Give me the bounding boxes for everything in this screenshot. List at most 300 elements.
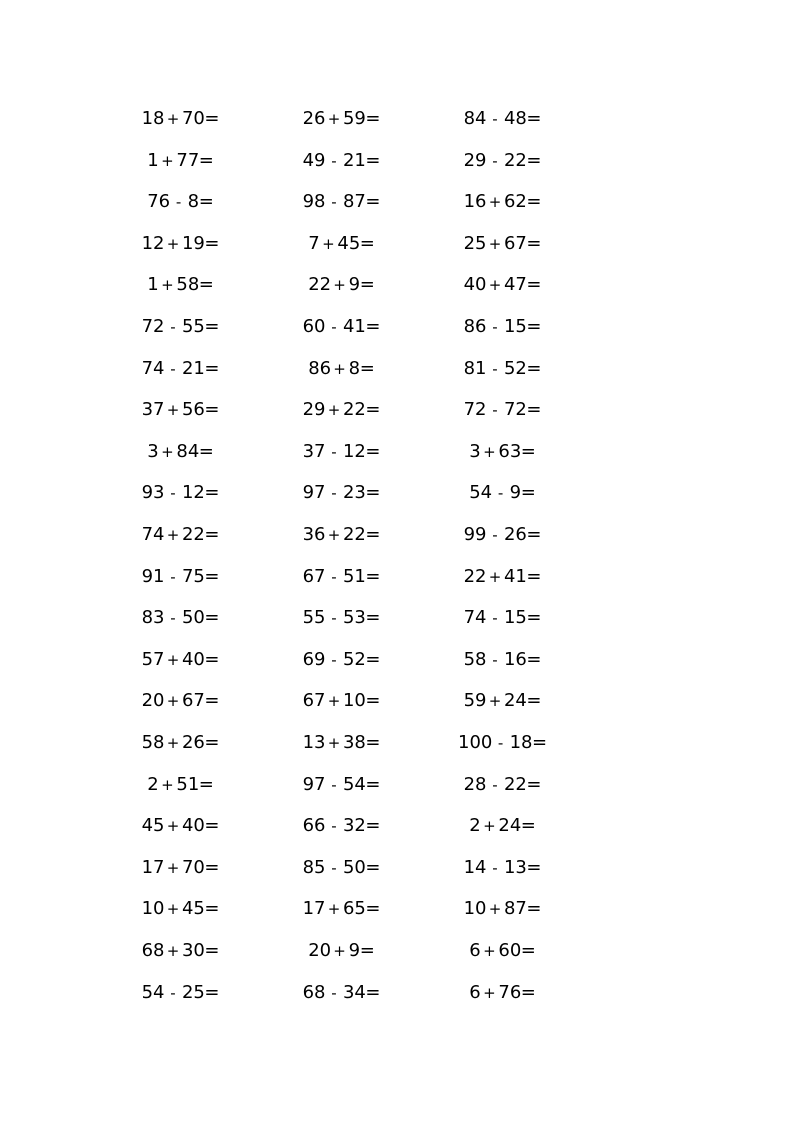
operator-sign: + xyxy=(161,276,174,295)
equals-sign: = xyxy=(204,940,220,961)
operand-right: 59 xyxy=(342,108,366,129)
math-problem xyxy=(464,357,541,381)
operator-sign: + xyxy=(166,942,180,960)
equals-sign: = xyxy=(526,773,542,795)
equals-sign: = xyxy=(365,149,381,171)
math-problem xyxy=(308,357,374,381)
operand-left: 85 xyxy=(302,856,326,878)
operand-right: 8 xyxy=(187,191,200,213)
operand-right: 30 xyxy=(181,940,205,961)
math-problem xyxy=(303,190,380,214)
operator-sign: - xyxy=(331,151,337,170)
operand-right: 45 xyxy=(337,232,361,254)
equals-sign: = xyxy=(365,773,381,795)
operand-right: 15 xyxy=(503,607,527,629)
operator-sign: - xyxy=(492,858,498,877)
equals-sign: = xyxy=(198,773,214,795)
math-problem xyxy=(303,814,380,838)
operand-right: 54 xyxy=(342,773,366,795)
operand-left: 7 xyxy=(308,232,320,254)
operand-right: 8 xyxy=(348,357,361,379)
operand-right: 67 xyxy=(181,690,205,712)
operand-right: 12 xyxy=(342,440,366,462)
math-problem xyxy=(464,315,541,339)
operand-left: 29 xyxy=(302,399,326,421)
operand-left: 74 xyxy=(463,607,487,629)
equals-sign: = xyxy=(365,399,381,421)
equals-sign: = xyxy=(526,232,542,254)
operand-right: 56 xyxy=(181,399,205,421)
equals-sign: = xyxy=(365,316,381,337)
operand-right: 41 xyxy=(503,565,527,587)
equals-sign: = xyxy=(526,690,542,712)
operand-left: 91 xyxy=(141,565,165,587)
operator-sign: - xyxy=(492,151,498,170)
equals-sign: = xyxy=(204,690,220,712)
math-problem xyxy=(303,481,380,505)
operator-sign: - xyxy=(492,110,498,128)
operand-left: 17 xyxy=(302,898,326,920)
operand-left: 2 xyxy=(469,815,481,837)
math-problem xyxy=(464,149,541,173)
operand-right: 67 xyxy=(503,232,527,254)
operand-right: 18 xyxy=(509,732,533,753)
math-problem xyxy=(464,773,541,797)
operator-sign: - xyxy=(331,775,337,794)
equals-sign: = xyxy=(526,191,542,213)
equals-sign: = xyxy=(359,232,375,254)
math-problem xyxy=(464,273,541,297)
operand-right: 26 xyxy=(181,732,205,753)
operator-sign: + xyxy=(166,234,180,253)
operator-sign: + xyxy=(488,692,502,711)
operand-left: 86 xyxy=(308,357,332,379)
operand-left: 20 xyxy=(308,940,332,961)
operand-left: 97 xyxy=(302,773,326,795)
equals-sign: = xyxy=(198,191,214,213)
operand-right: 9 xyxy=(348,274,361,296)
operand-left: 3 xyxy=(469,440,481,462)
equals-sign: = xyxy=(520,940,536,961)
math-problem xyxy=(303,107,380,131)
equals-sign: = xyxy=(526,856,542,878)
operand-right: 12 xyxy=(181,482,205,504)
math-problem xyxy=(142,731,219,755)
math-problem xyxy=(303,440,380,464)
operand-right: 87 xyxy=(503,898,527,920)
operand-right: 45 xyxy=(181,898,205,920)
operand-left: 55 xyxy=(302,607,326,629)
operator-sign: - xyxy=(492,318,498,336)
math-problem xyxy=(147,149,213,173)
operand-left: 60 xyxy=(302,316,326,337)
math-problem xyxy=(147,440,213,464)
operand-left: 76 xyxy=(147,191,171,213)
math-problem xyxy=(303,731,380,755)
operand-left: 49 xyxy=(302,149,326,171)
equals-sign: = xyxy=(198,149,214,171)
equals-sign: = xyxy=(365,440,381,462)
operand-right: 22 xyxy=(342,524,366,545)
math-problem xyxy=(308,232,374,256)
operand-left: 13 xyxy=(302,732,326,753)
equals-sign: = xyxy=(204,232,220,254)
math-problem xyxy=(464,107,541,131)
math-problem xyxy=(303,315,380,339)
operator-sign: - xyxy=(170,983,176,1002)
operand-right: 41 xyxy=(342,316,366,337)
equals-sign: = xyxy=(365,565,381,587)
operator-sign: + xyxy=(161,151,174,170)
math-problem xyxy=(469,981,535,1005)
operator-sign: - xyxy=(492,775,498,794)
equals-sign: = xyxy=(526,648,542,670)
math-problem xyxy=(142,107,219,131)
math-problem xyxy=(142,606,219,630)
operator-sign: - xyxy=(497,484,504,503)
math-problem xyxy=(142,565,219,589)
operator-sign: + xyxy=(166,692,180,711)
operand-left: 81 xyxy=(463,357,487,379)
operand-right: 9 xyxy=(348,940,361,961)
equals-sign: = xyxy=(526,316,542,337)
operator-sign: + xyxy=(488,567,502,586)
operand-right: 23 xyxy=(342,482,366,504)
operator-sign: + xyxy=(483,942,496,960)
equals-sign: = xyxy=(365,690,381,712)
equals-sign: = xyxy=(365,648,381,670)
operand-right: 47 xyxy=(503,274,527,296)
operator-sign: - xyxy=(331,193,337,212)
math-problem xyxy=(308,273,374,297)
operand-left: 68 xyxy=(302,981,326,1003)
operand-right: 22 xyxy=(503,149,527,171)
math-problem xyxy=(464,689,541,713)
operand-left: 40 xyxy=(463,274,487,296)
operand-left: 45 xyxy=(141,815,165,837)
operator-sign: - xyxy=(492,359,498,378)
operand-left: 18 xyxy=(141,108,165,129)
math-problem xyxy=(303,981,380,1005)
equals-sign: = xyxy=(198,274,214,296)
operand-right: 50 xyxy=(342,856,366,878)
operator-sign: + xyxy=(327,110,341,128)
operand-left: 3 xyxy=(147,440,159,462)
math-problem xyxy=(142,648,219,672)
operator-sign: + xyxy=(333,359,346,378)
operand-left: 17 xyxy=(141,856,165,878)
equals-sign: = xyxy=(204,399,220,421)
operator-sign: + xyxy=(483,817,496,836)
operand-right: 32 xyxy=(342,815,366,837)
operator-sign: + xyxy=(483,983,496,1002)
operand-left: 58 xyxy=(141,732,165,753)
operator-sign: - xyxy=(497,734,504,752)
operand-right: 62 xyxy=(503,191,527,213)
math-problem xyxy=(147,190,213,214)
equals-sign: = xyxy=(204,732,220,753)
operator-sign: - xyxy=(170,484,176,503)
operand-right: 34 xyxy=(342,981,366,1003)
operand-left: 1 xyxy=(147,149,159,171)
operand-left: 83 xyxy=(141,607,165,629)
operand-right: 51 xyxy=(176,773,200,795)
equals-sign: = xyxy=(359,357,375,379)
operand-left: 6 xyxy=(469,940,481,961)
operator-sign: - xyxy=(331,858,337,877)
operand-left: 86 xyxy=(463,316,487,337)
math-problem xyxy=(142,814,219,838)
operator-sign: - xyxy=(492,650,498,669)
math-problem xyxy=(142,939,219,963)
operator-sign: + xyxy=(166,650,180,669)
operator-sign: - xyxy=(331,609,337,628)
operator-sign: - xyxy=(492,401,498,420)
operand-right: 15 xyxy=(503,316,527,337)
operator-sign: - xyxy=(331,567,337,586)
operator-sign: + xyxy=(166,900,180,919)
math-problem xyxy=(303,149,380,173)
operand-left: 1 xyxy=(147,274,159,296)
operand-left: 67 xyxy=(302,565,326,587)
operand-right: 58 xyxy=(176,274,200,296)
equals-sign: = xyxy=(365,607,381,629)
operand-right: 63 xyxy=(498,440,522,462)
operand-left: 12 xyxy=(141,232,165,254)
operator-sign: + xyxy=(483,442,496,461)
equals-sign: = xyxy=(204,482,220,504)
equals-sign: = xyxy=(359,274,375,296)
operand-right: 72 xyxy=(503,399,527,421)
math-problem xyxy=(142,856,219,880)
operand-right: 24 xyxy=(503,690,527,712)
operator-sign: + xyxy=(166,817,180,836)
operator-sign: + xyxy=(488,193,502,212)
math-problem xyxy=(303,398,380,422)
operand-left: 84 xyxy=(463,108,487,129)
operand-right: 65 xyxy=(342,898,366,920)
operand-left: 59 xyxy=(463,690,487,712)
equals-sign: = xyxy=(520,981,536,1003)
operand-right: 16 xyxy=(503,648,527,670)
equals-sign: = xyxy=(204,316,220,337)
equals-sign: = xyxy=(365,524,381,545)
equals-sign: = xyxy=(365,482,381,504)
operand-right: 9 xyxy=(509,482,522,504)
math-problem xyxy=(147,273,213,297)
operator-sign: + xyxy=(166,526,180,544)
operator-sign: + xyxy=(333,942,346,960)
math-problem xyxy=(303,565,380,589)
equals-sign: = xyxy=(526,524,542,545)
equals-sign: = xyxy=(204,648,220,670)
math-problem xyxy=(142,481,219,505)
equals-sign: = xyxy=(365,732,381,753)
math-problem xyxy=(142,689,219,713)
operand-right: 75 xyxy=(181,565,205,587)
operand-left: 14 xyxy=(463,856,487,878)
math-problem xyxy=(303,773,380,797)
equals-sign: = xyxy=(204,898,220,920)
operand-right: 70 xyxy=(181,856,205,878)
operand-left: 16 xyxy=(463,191,487,213)
math-problem xyxy=(464,232,541,256)
equals-sign: = xyxy=(365,815,381,837)
operand-right: 40 xyxy=(181,648,205,670)
math-problem xyxy=(303,897,380,921)
operator-sign: + xyxy=(488,900,502,919)
operand-right: 25 xyxy=(181,981,205,1003)
operator-sign: + xyxy=(166,110,180,128)
operator-sign: + xyxy=(166,734,180,752)
operand-right: 21 xyxy=(181,357,205,379)
operand-left: 54 xyxy=(469,482,493,504)
math-problem xyxy=(142,897,219,921)
operator-sign: + xyxy=(327,401,341,420)
operator-sign: + xyxy=(327,692,341,711)
equals-sign: = xyxy=(365,856,381,878)
operand-right: 10 xyxy=(342,690,366,712)
math-problem xyxy=(142,981,219,1005)
equals-sign: = xyxy=(204,524,220,545)
math-problem xyxy=(464,897,541,921)
operand-right: 55 xyxy=(181,316,205,337)
operator-sign: + xyxy=(161,442,174,461)
operand-left: 69 xyxy=(302,648,326,670)
operator-sign: - xyxy=(331,442,337,461)
math-problem xyxy=(469,939,535,963)
operator-sign: + xyxy=(333,276,346,295)
operand-left: 74 xyxy=(141,357,165,379)
operator-sign: - xyxy=(175,193,182,212)
equals-sign: = xyxy=(204,815,220,837)
operator-sign: + xyxy=(327,734,341,752)
math-problem xyxy=(303,606,380,630)
operand-right: 22 xyxy=(181,524,205,545)
equals-sign: = xyxy=(198,440,214,462)
equals-sign: = xyxy=(359,940,375,961)
operand-right: 52 xyxy=(342,648,366,670)
equals-sign: = xyxy=(520,482,536,504)
math-problem xyxy=(303,523,380,547)
operand-left: 100 xyxy=(458,732,493,753)
operand-left: 10 xyxy=(463,898,487,920)
operator-sign: - xyxy=(170,359,176,378)
operand-left: 6 xyxy=(469,981,481,1003)
operand-left: 36 xyxy=(302,524,326,545)
operand-left: 10 xyxy=(141,898,165,920)
operand-left: 98 xyxy=(302,191,326,213)
operand-left: 22 xyxy=(463,565,487,587)
equals-sign: = xyxy=(526,274,542,296)
operand-right: 13 xyxy=(503,856,527,878)
equals-sign: = xyxy=(365,191,381,213)
math-problem xyxy=(464,565,541,589)
math-problem xyxy=(308,939,374,963)
operand-left: 66 xyxy=(302,815,326,837)
operand-left: 25 xyxy=(463,232,487,254)
operand-right: 60 xyxy=(498,940,522,961)
operand-left: 2 xyxy=(147,773,159,795)
math-problem xyxy=(464,648,541,672)
operand-right: 26 xyxy=(503,524,527,545)
math-problem xyxy=(142,398,219,422)
operand-left: 72 xyxy=(141,316,165,337)
operator-sign: - xyxy=(492,609,498,628)
math-problem xyxy=(464,856,541,880)
equals-sign: = xyxy=(520,815,536,837)
equals-sign: = xyxy=(204,981,220,1003)
operator-sign: - xyxy=(170,609,176,628)
operand-right: 52 xyxy=(503,357,527,379)
equals-sign: = xyxy=(204,357,220,379)
operand-left: 29 xyxy=(463,149,487,171)
math-problem xyxy=(464,606,541,630)
equals-sign: = xyxy=(531,732,548,753)
operator-sign: - xyxy=(492,526,498,544)
math-problem xyxy=(469,814,535,838)
operand-right: 40 xyxy=(181,815,205,837)
math-problem xyxy=(147,773,213,797)
operand-left: 68 xyxy=(141,940,165,961)
operator-sign: - xyxy=(331,318,337,336)
math-problem xyxy=(458,731,546,755)
math-problem xyxy=(142,357,219,381)
operand-left: 37 xyxy=(141,399,165,421)
equals-sign: = xyxy=(204,607,220,629)
operator-sign: - xyxy=(331,650,337,669)
operator-sign: + xyxy=(488,234,502,253)
operand-right: 87 xyxy=(342,191,366,213)
equals-sign: = xyxy=(526,898,542,920)
operator-sign: - xyxy=(170,567,176,586)
equals-sign: = xyxy=(204,856,220,878)
math-problem xyxy=(142,315,219,339)
operand-left: 22 xyxy=(308,274,332,296)
operand-right: 22 xyxy=(503,773,527,795)
math-problem xyxy=(303,689,380,713)
operand-left: 28 xyxy=(463,773,487,795)
operand-left: 97 xyxy=(302,482,326,504)
operand-left: 99 xyxy=(463,524,487,545)
equals-sign: = xyxy=(526,149,542,171)
operand-left: 20 xyxy=(141,690,165,712)
equals-sign: = xyxy=(526,607,542,629)
operand-left: 93 xyxy=(141,482,165,504)
operand-right: 84 xyxy=(176,440,200,462)
operand-right: 50 xyxy=(181,607,205,629)
operand-left: 74 xyxy=(141,524,165,545)
operator-sign: - xyxy=(331,983,337,1002)
operator-sign: + xyxy=(166,858,180,877)
operand-left: 58 xyxy=(463,648,487,670)
operand-left: 67 xyxy=(302,690,326,712)
equals-sign: = xyxy=(365,898,381,920)
operator-sign: + xyxy=(327,526,341,544)
operand-right: 76 xyxy=(498,981,522,1003)
operand-right: 21 xyxy=(342,149,366,171)
math-problem xyxy=(469,440,535,464)
math-problem xyxy=(303,856,380,880)
equals-sign: = xyxy=(526,565,542,587)
math-problem xyxy=(142,523,219,547)
operator-sign: + xyxy=(322,234,335,253)
equals-sign: = xyxy=(526,108,542,129)
operand-right: 70 xyxy=(181,108,205,129)
math-problem xyxy=(142,232,219,256)
operator-sign: - xyxy=(170,318,176,336)
operand-left: 54 xyxy=(141,981,165,1003)
